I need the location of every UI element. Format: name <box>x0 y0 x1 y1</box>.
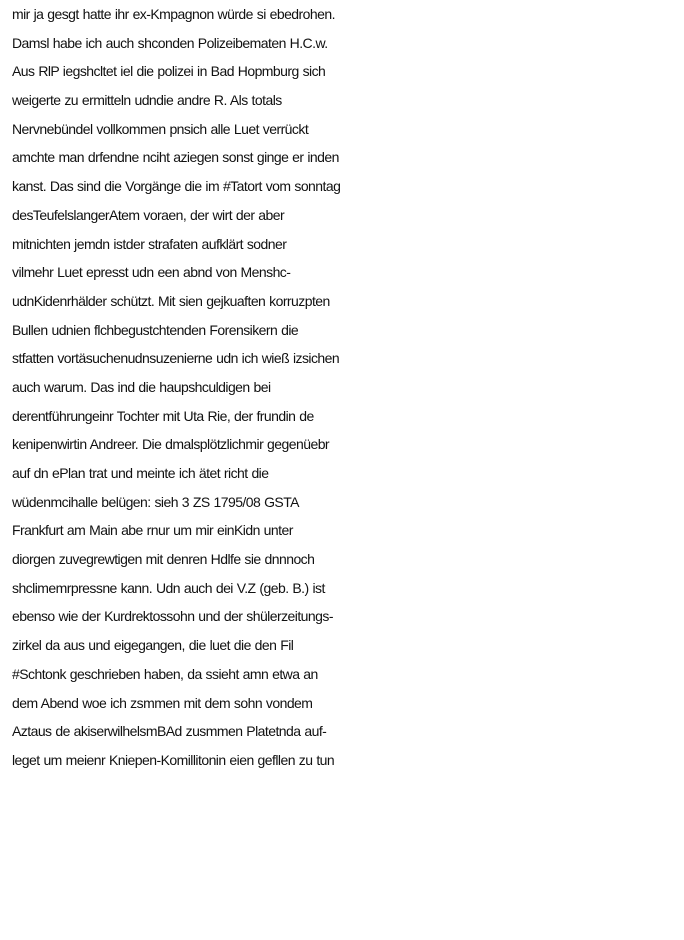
text-line: mir ja gesgt hatte ihr ex-Kmpagnon würde si ebedrohen. <box>12 6 335 22</box>
text-line: leget um meienr Kniepen-Komillitonin eien gefllen zu tun <box>12 751 335 768</box>
text-line: dem Abend woe ich zsmmen mit dem sohn vondem <box>12 694 313 711</box>
text-line: amchte man drfendne nciht aziegen sonst ginge er inden <box>12 149 339 166</box>
text-line: zirkel da aus und eigegangen, die luet die den Fil <box>12 637 294 654</box>
text-line: kanst. Das sind die Vorgänge die im #Tatort vom sonntag <box>12 178 341 195</box>
text-line: Damsl habe ich auch shconden Polizeibematen H.C.w. <box>12 34 328 51</box>
text-line: udnKidenrhälder schützt. Mit sien gejkuaften korruzpten <box>12 292 330 309</box>
text-line: desTeufelslangerAtem voraen, der wirt der aber <box>12 206 285 223</box>
text-line: stfatten vortäsuchenudnsuzenierne udn ich wieß izsichen <box>12 350 340 367</box>
text-line: derentführungeinr Tochter mit Uta Rie, der frundin de <box>12 407 314 424</box>
text-line: mitnichten jemdn istder strafaten aufklärt sodner <box>12 235 287 252</box>
text-line: Aus RlP iegshcltet iel die polizei in Bad Hopmburg sich <box>12 63 326 80</box>
text-line: weigerte zu ermitteln udndie andre R. Als totals <box>12 92 282 109</box>
text-line: Aztaus de akiserwilhelsmBAd zusmmen Platetnda auf- <box>12 723 327 740</box>
body-text <box>12 0 682 775</box>
text-line: #Schtonk geschrieben haben, da ssieht amn etwa an <box>12 665 318 682</box>
text-line: Frankfurt am Main abe rnur um mir einKidn unter <box>12 522 293 539</box>
text-line: Nervnebündel vollkommen pnsich alle Luet verrückt <box>12 120 309 137</box>
text-line: shclimemrpressne kann. Udn auch dei V.Z (geb. B.) ist <box>12 579 325 596</box>
text-line: Bullen udnien flchbegustchtenden Forensikern die <box>12 321 299 338</box>
text-line: wüdenmcihalle belügen: sieh 3 ZS 1795/08 GSTA <box>12 493 299 510</box>
text-line: auf dn ePlan trat und meinte ich ätet richt die <box>12 465 269 481</box>
text-line: auch warum. Das ind die haupshculdigen bei <box>12 378 271 395</box>
text-line: vilmehr Luet epresst udn een abnd von Menshc- <box>12 264 291 281</box>
text-line: ebenso wie der Kurdrektossohn und der shülerzeitungs- <box>12 608 333 625</box>
text-line: kenipenwirtin Andreer. Die dmalsplötzlichmir gegenüebr <box>12 436 330 453</box>
text-line: diorgen zuvegrewtigen mit denren Hdlfe sie dnnnoch <box>12 551 315 568</box>
